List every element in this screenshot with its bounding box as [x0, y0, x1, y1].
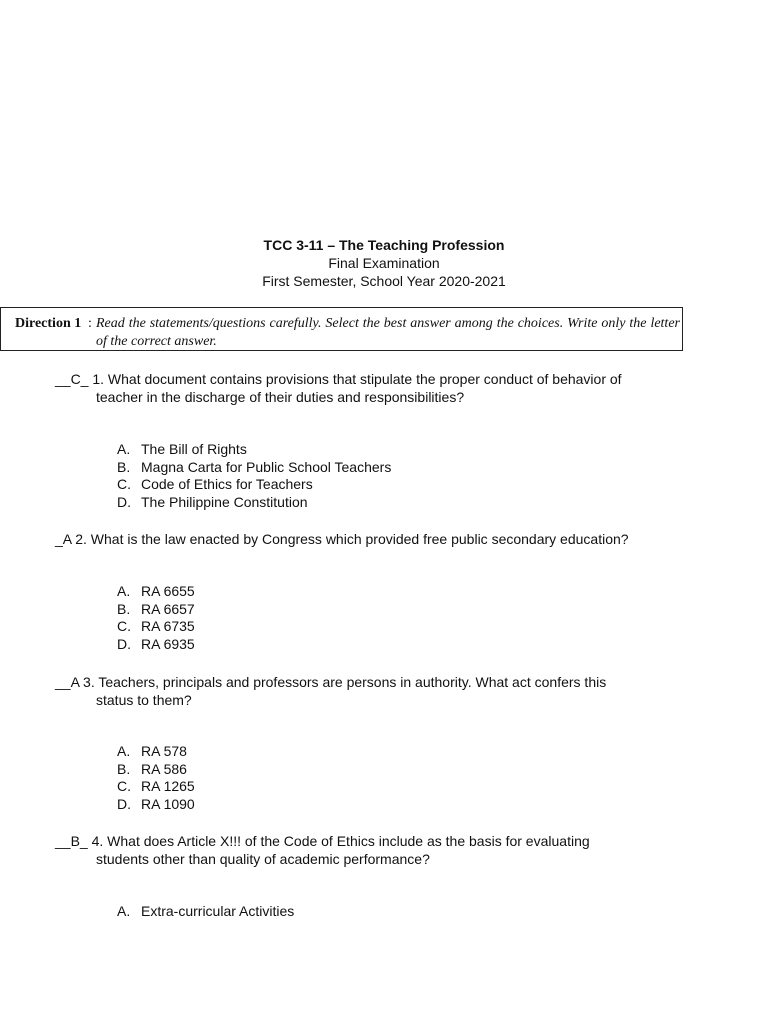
direction-box — [0, 307, 683, 351]
choice-item — [117, 494, 391, 512]
question-3-text: __A 3. Teachers, principals and professors are persons in authority. What act confers this — [55, 674, 607, 690]
choice-text: RA 586 — [141, 760, 187, 777]
choice-item — [117, 796, 195, 814]
exam-name: Final Examination — [328, 255, 440, 271]
question-4-text-cont: students other than quality of academic performance? — [96, 851, 430, 867]
choice-letter: A. — [117, 903, 131, 919]
choice-letter: C. — [117, 618, 131, 635]
question-1-text: __C_ 1. What document contains provisions that stipulate the proper conduct of behavior of — [55, 371, 622, 387]
choice-text: Code of Ethics for Teachers — [141, 476, 313, 493]
choice-item — [117, 761, 195, 779]
question-2-choices — [117, 583, 195, 654]
choice-text: RA 6735 — [141, 618, 195, 635]
choice-item — [117, 583, 195, 601]
choice-text: RA 6655 — [141, 583, 195, 599]
exam-term: First Semester, School Year 2020-2021 — [262, 273, 506, 289]
course-title: TCC 3-11 – The Teaching Profession — [263, 237, 505, 253]
question-4-text: __B_ 4. What does Article X!!! of the Code of Ethics include as the basis for evaluating — [55, 833, 590, 849]
choice-item — [117, 743, 195, 761]
choice-item — [117, 441, 391, 459]
choice-item — [117, 618, 195, 636]
choice-letter: D. — [117, 494, 131, 511]
choice-letter: B. — [117, 600, 131, 617]
choice-letter: D. — [117, 636, 131, 653]
question-3-choices — [117, 743, 195, 814]
choice-text: Extra-curricular Activities — [141, 903, 295, 919]
question-1-choices — [117, 441, 391, 512]
choice-letter: D. — [117, 796, 131, 813]
choice-letter: B. — [117, 760, 131, 777]
choice-text: RA 6657 — [141, 600, 195, 617]
choice-text: RA 6935 — [141, 636, 195, 653]
choice-letter: A. — [117, 743, 131, 759]
choice-item — [117, 476, 391, 494]
choice-letter: A. — [117, 583, 131, 599]
choice-item — [117, 778, 195, 796]
choice-item — [117, 601, 195, 619]
direction-label: Direction 1 — [15, 316, 82, 331]
choice-item — [117, 636, 195, 654]
direction-colon: : — [88, 316, 92, 331]
choice-letter: B. — [117, 458, 131, 475]
choice-text: The Bill of Rights — [141, 441, 247, 457]
direction-text: Read the statements/questions carefully. Select the best answer among the choices. Write only the letter of the correct answer. — [96, 316, 680, 349]
choice-text: Magna Carta for Public School Teachers — [141, 458, 392, 475]
question-3-text-cont: status to them? — [96, 692, 192, 708]
choice-item — [117, 903, 294, 921]
choice-text: The Philippine Constitution — [141, 494, 308, 511]
question-2-text: _A 2. What is the law enacted by Congress which provided free public secondary education? — [55, 531, 629, 547]
choice-text: RA 1265 — [141, 778, 195, 795]
choice-letter: A. — [117, 441, 131, 457]
choice-item — [117, 459, 391, 477]
question-4-choices — [117, 903, 294, 921]
choice-text: RA 1090 — [141, 796, 195, 813]
choice-text: RA 578 — [141, 743, 187, 759]
exam-header — [0, 236, 768, 290]
question-1-text-cont: teacher in the discharge of their duties and responsibilities? — [96, 389, 465, 405]
choice-letter: C. — [117, 476, 131, 493]
choice-letter: C. — [117, 778, 131, 795]
